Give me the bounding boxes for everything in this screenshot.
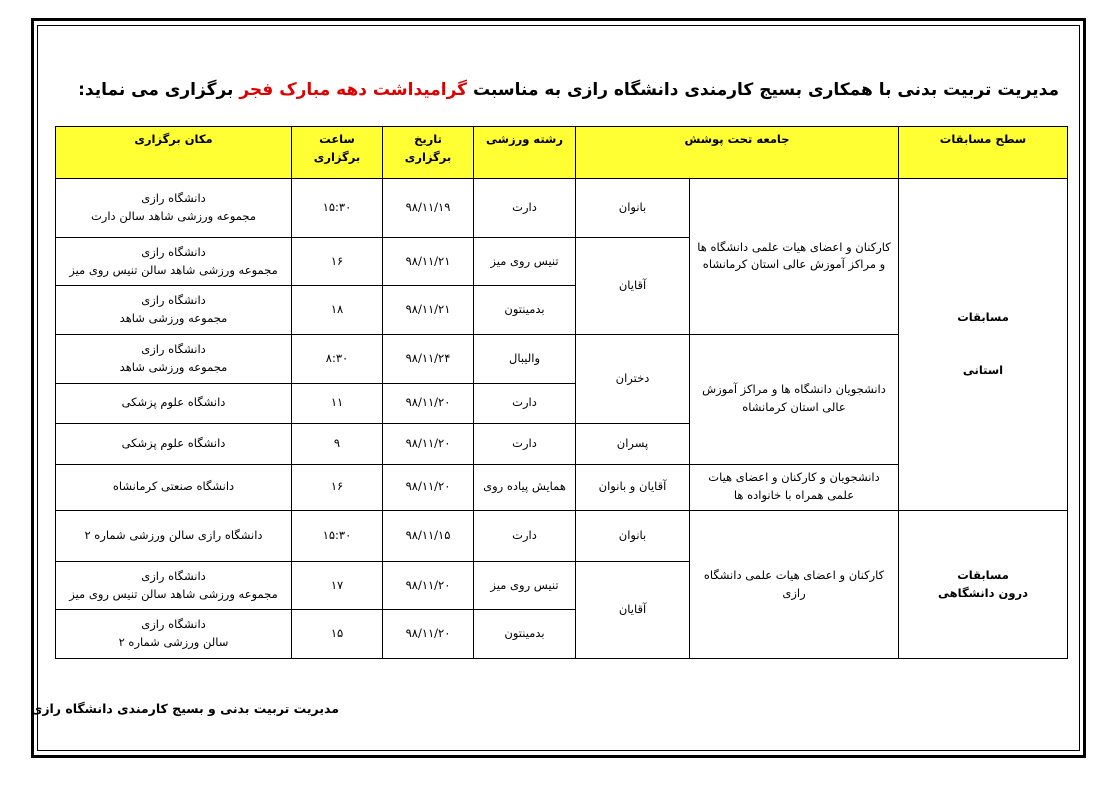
time-cell: ۱۵:۳۰	[292, 511, 383, 562]
venue-line1: دانشگاه رازی	[141, 341, 206, 356]
time-cell: ۱۵:۳۰	[292, 179, 383, 238]
group-cell: بانوان	[576, 511, 690, 562]
venue-line1: دانشگاه رازی	[141, 617, 206, 632]
header-time-line2: برگزاری	[313, 149, 361, 164]
venue-cell	[56, 561, 292, 610]
group-cell: آقایان و بانوان	[576, 464, 690, 511]
venue-cell	[56, 334, 292, 383]
date-cell: ۹۸/۱۱/۱۹	[383, 179, 474, 238]
venue-line2: مجموعه ورزشی شاهد سالن تنیس روی میز	[69, 262, 278, 277]
date-cell: ۹۸/۱۱/۲۱	[383, 237, 474, 286]
header-audience: جامعه تحت پوشش	[576, 127, 899, 179]
venue-line2: مجموعه ورزشی شاهد سالن دارت	[90, 208, 257, 223]
time-cell: ۱۷	[292, 561, 383, 610]
page-title	[59, 80, 1059, 100]
time-cell: ۱۱	[292, 383, 383, 424]
title-part1: مدیریت تربیت بدنی با همکاری بسیج کارمندی دانشگاه رازی به مناسبت	[472, 80, 1059, 100]
header-sport: رشته ورزشی	[474, 127, 576, 179]
table-row	[56, 179, 1068, 238]
sport-cell: دارت	[474, 511, 576, 562]
sport-cell: دارت	[474, 424, 576, 465]
date-cell: ۹۸/۱۱/۲۴	[383, 334, 474, 383]
group-cell: آقایان	[576, 561, 690, 658]
date-cell: ۹۸/۱۱/۲۱	[383, 286, 474, 335]
sport-cell: دارت	[474, 179, 576, 238]
schedule-table	[55, 126, 1068, 659]
table-row	[56, 511, 1068, 562]
date-cell: ۹۸/۱۱/۲۰	[383, 561, 474, 610]
time-cell: ۱۶	[292, 237, 383, 286]
header-venue: مکان برگزاری	[56, 127, 292, 179]
venue-line1: دانشگاه رازی	[141, 568, 206, 583]
venue-line1: دانشگاه رازی	[141, 293, 206, 308]
level-line2: درون دانشگاهی	[938, 585, 1028, 600]
venue-line1: دانشگاه رازی	[141, 244, 206, 259]
title-part2: برگزاری می نماید:	[78, 80, 234, 100]
header-date-line1: تاریخ	[414, 132, 442, 146]
level-line1: مسابقات	[957, 567, 1009, 582]
venue-cell	[56, 179, 292, 238]
venue-cell: دانشگاه رازی سالن ورزشی شماره ۲	[56, 511, 292, 562]
time-cell: ۱۶	[292, 464, 383, 511]
community-cell: کارکنان و اعضای هیات علمی دانشگاه رازی	[690, 511, 899, 659]
header-date	[383, 127, 474, 179]
level-provincial	[899, 179, 1068, 511]
sport-cell: بدمینتون	[474, 286, 576, 335]
sport-cell: تنیس روی میز	[474, 561, 576, 610]
sport-cell: بدمینتون	[474, 610, 576, 659]
community-cell: دانشجویان و کارکنان و اعضای هیات علمی همراه با خانواده ها	[690, 464, 899, 511]
date-cell: ۹۸/۱۱/۲۰	[383, 464, 474, 511]
level-line2: استانی	[962, 363, 1004, 378]
footer-text: مدیریت تربیت بدنی و بسیج کارمندی دانشگاه رازی	[30, 701, 339, 716]
sport-cell: والیبال	[474, 334, 576, 383]
header-time	[292, 127, 383, 179]
venue-cell	[56, 610, 292, 659]
time-cell: ۸:۳۰	[292, 334, 383, 383]
header-date-line2: برگزاری	[404, 149, 452, 164]
level-campus	[899, 511, 1068, 659]
time-cell: ۱۵	[292, 610, 383, 659]
header-level: سطح مسابقات	[899, 127, 1068, 179]
venue-cell: دانشگاه علوم پزشکی	[56, 383, 292, 424]
sport-cell: تنیس روی میز	[474, 237, 576, 286]
date-cell: ۹۸/۱۱/۱۵	[383, 511, 474, 562]
group-cell: پسران	[576, 424, 690, 465]
date-cell: ۹۸/۱۱/۲۰	[383, 383, 474, 424]
venue-cell: دانشگاه صنعتی کرمانشاه	[56, 464, 292, 511]
sport-cell: دارت	[474, 383, 576, 424]
venue-cell: دانشگاه علوم پزشکی	[56, 424, 292, 465]
venue-line2: مجموعه ورزشی شاهد	[119, 359, 228, 374]
venue-cell	[56, 237, 292, 286]
venue-cell	[56, 286, 292, 335]
time-cell: ۹	[292, 424, 383, 465]
community-cell: کارکنان و اعضای هیات علمی دانشگاه ها و مراکز آموزش عالی استان کرمانشاه	[690, 179, 899, 335]
group-cell: بانوان	[576, 179, 690, 238]
venue-line2: سالن ورزشی شماره ۲	[118, 635, 229, 650]
date-cell: ۹۸/۱۱/۲۰	[383, 610, 474, 659]
time-cell: ۱۸	[292, 286, 383, 335]
group-cell: دختران	[576, 334, 690, 423]
sport-cell: همایش پیاده روی	[474, 464, 576, 511]
group-cell: آقایان	[576, 237, 690, 334]
venue-line1: دانشگاه رازی	[141, 191, 206, 206]
header-row	[56, 127, 1068, 179]
title-highlight: گرامیداشت دهه مبارک فجر	[239, 80, 468, 100]
venue-line2: مجموعه ورزشی شاهد	[119, 311, 228, 326]
header-time-line1: ساعت	[319, 132, 355, 146]
date-cell: ۹۸/۱۱/۲۰	[383, 424, 474, 465]
level-line1: مسابقات	[957, 309, 1009, 324]
community-cell: دانشجویان دانشگاه ها و مراکز آموزش عالی استان کرمانشاه	[690, 334, 899, 464]
venue-line2: مجموعه ورزشی شاهد سالن تنیس روی میز	[69, 586, 278, 601]
